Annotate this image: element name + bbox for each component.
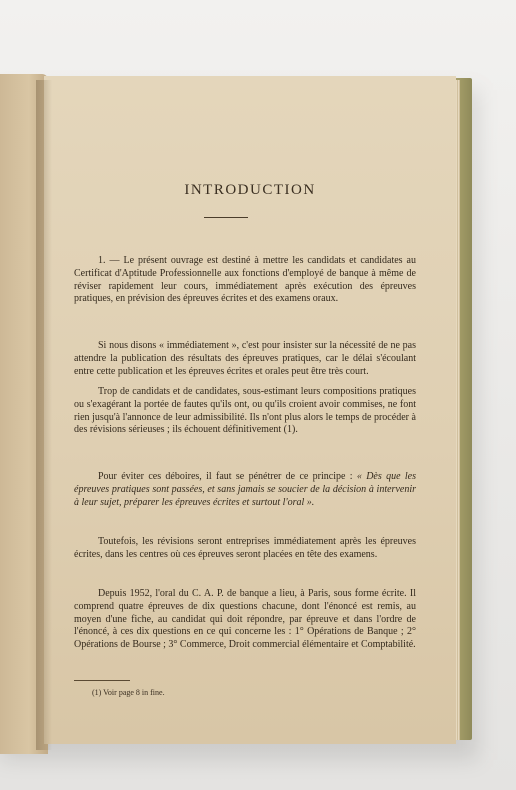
footnote-rule [74, 680, 130, 681]
paragraph-1: 1. — Le présent ouvrage est destiné à mettre les candidats et candidates au Certificat d'Aptitude Professionnelle aux fonctions d'employé de banque à même de réviser rapidement leur cours, immédiatement après exécution des épreuves pratiques, en prévision des épreuves écrites et des examens oraux. [74, 255, 416, 305]
paragraph-2: Si nous disons « immédiatement », c'est pour insister sur la nécessité de ne pas attendre la publication des résultats des épreuves pratiques, car le délai s'écoulant entre cette publication et les épreuves écrites et orales peut être très court. [74, 340, 416, 377]
book-page [44, 76, 456, 744]
paragraph-3: Trop de candidats et de candidates, sous-estimant leurs compositions pratiques ou s'exagérant la portée de fautes qu'ils ont, ou qu'ils croient avoir commises, ne font rien jusqu'à l'annonce de leur admissibilité. Ils n'ont plus alors le temps de procéder à des révisions sérieuses ; ils échouent définitivement (1). [74, 386, 416, 436]
paragraph-6: Depuis 1952, l'oral du C. A. P. de banque a lieu, à Paris, sous forme écrite. Il comprend quatre épreuves de dix questions chacune, dont l'énoncé est remis, au moyen d'une fiche, au candidat qui doit répondre, par épreuve et dans l'ordre de l'énoncé, à ces dix questions en ce qui concerne les : 1° Opérations de Banque ; 2° Opérations de Bourse ; 3° Commerce, Droit commercial élémentaire et Comptabilité. [74, 588, 416, 651]
paragraph-5: Toutefois, les révisions seront entreprises immédiatement après les épreuves écrites, dans les centres où ces épreuves seront placées en tête des examens. [74, 536, 416, 560]
title-rule [204, 217, 248, 218]
page-title: INTRODUCTION [184, 182, 316, 198]
paragraph-4 [74, 471, 416, 509]
book-gutter [36, 80, 52, 750]
paragraph-4-maxim: « Dès que les épreuves pratiques sont passées, et sans jamais se soucier de la décision à intervenir à leur sujet, préparer les épreuves écrites et surtout l'oral ». [74, 471, 416, 508]
footnote: (1) Voir page 8 in fine. [92, 688, 165, 697]
paragraph-4-intro: Pour éviter ces déboires, il faut se pénétrer de ce principe : [98, 471, 357, 482]
